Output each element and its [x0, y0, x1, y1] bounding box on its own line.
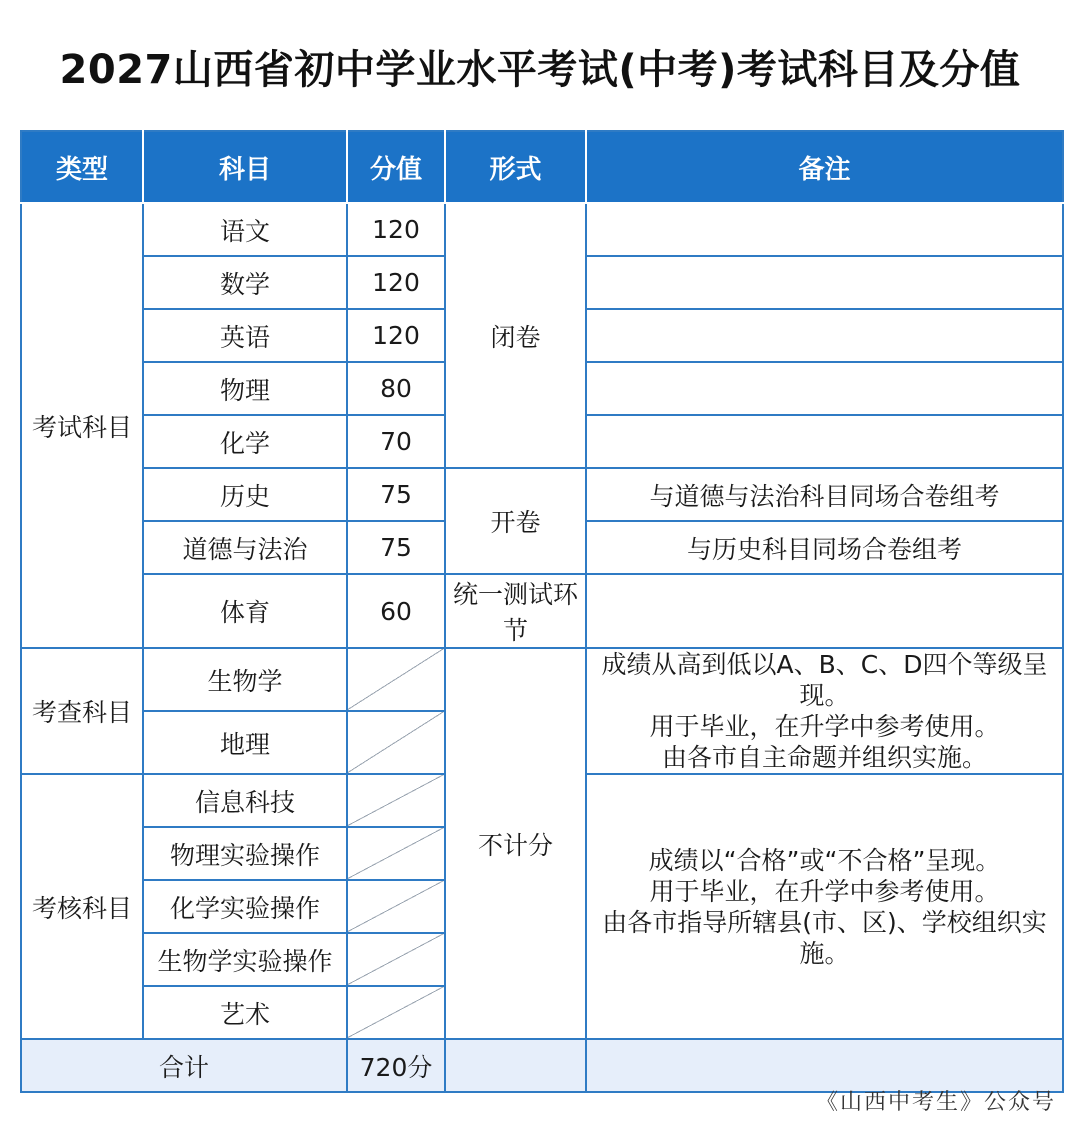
subject-name: 道德与法治 — [143, 521, 347, 574]
subject-name: 艺术 — [143, 986, 347, 1039]
subject-score: 80 — [347, 362, 445, 415]
format-not-counted: 不计分 — [445, 648, 586, 1039]
table-row — [21, 574, 1063, 648]
remark-line: 成绩以“合格”或“不合格”呈现。 — [648, 845, 1001, 875]
subject-score: 120 — [347, 309, 445, 362]
remark-cell — [586, 203, 1063, 256]
subject-name: 化学 — [143, 415, 347, 468]
table-row — [21, 468, 1063, 521]
remark-line: 由各市指导所辖县(市、区)、学校组织实施。 — [602, 907, 1047, 968]
subject-name: 数学 — [143, 256, 347, 309]
header-type: 类型 — [21, 131, 143, 203]
score-empty-slash — [347, 827, 445, 880]
remark-ethics: 与历史科目同场合卷组考 — [586, 521, 1063, 574]
category-inspect: 考查科目 — [21, 648, 143, 774]
format-closed: 闭卷 — [445, 203, 586, 468]
subject-score: 75 — [347, 521, 445, 574]
subject-name: 生物学 — [143, 648, 347, 711]
subject-score: 60 — [347, 574, 445, 648]
total-score: 720分 — [347, 1039, 445, 1092]
score-empty-slash — [347, 933, 445, 986]
remark-line: 用于毕业，在升学中参考使用。 — [649, 876, 1000, 906]
remark-cell — [586, 574, 1063, 648]
remark-inspect — [586, 648, 1063, 774]
subject-name: 历史 — [143, 468, 347, 521]
score-empty-slash — [347, 774, 445, 827]
subject-name: 信息科技 — [143, 774, 347, 827]
page-title: 2027山西省初中学业水平考试(中考)考试科目及分值 — [59, 47, 1021, 93]
remark-line: 由各市自主命题并组织实施。 — [661, 743, 987, 772]
subject-score: 120 — [347, 256, 445, 309]
footer-source: 《山西中考生》公众号 — [815, 1090, 1056, 1115]
remark-cell — [586, 309, 1063, 362]
header-subject: 科目 — [143, 131, 347, 203]
subjects-table — [20, 130, 1064, 1093]
total-label: 合计 — [21, 1039, 347, 1092]
subject-name: 地理 — [143, 711, 347, 774]
score-empty-slash — [347, 986, 445, 1039]
category-exam: 考试科目 — [21, 203, 143, 648]
remark-cell — [586, 256, 1063, 309]
subject-name: 物理 — [143, 362, 347, 415]
category-assess: 考核科目 — [21, 774, 143, 1039]
subject-name: 语文 — [143, 203, 347, 256]
subject-score: 70 — [347, 415, 445, 468]
table-row — [21, 648, 1063, 711]
header-remark: 备注 — [586, 131, 1063, 203]
remark-cell — [586, 362, 1063, 415]
header-format: 形式 — [445, 131, 586, 203]
subject-score: 120 — [347, 203, 445, 256]
remark-cell — [586, 415, 1063, 468]
table-header-row — [21, 131, 1063, 203]
total-format-empty — [445, 1039, 586, 1092]
subject-name: 体育 — [143, 574, 347, 648]
subject-name: 生物学实验操作 — [143, 933, 347, 986]
remark-line: 用于毕业，在升学中参考使用。 — [649, 712, 1000, 741]
header-score: 分值 — [347, 131, 445, 203]
score-empty-slash — [347, 880, 445, 933]
subject-name: 化学实验操作 — [143, 880, 347, 933]
subject-name: 英语 — [143, 309, 347, 362]
format-open: 开卷 — [445, 468, 586, 574]
format-unified: 统一测试环节 — [445, 574, 586, 648]
remark-history: 与道德与法治科目同场合卷组考 — [586, 468, 1063, 521]
subject-score: 75 — [347, 468, 445, 521]
remark-assess — [586, 774, 1063, 1039]
score-empty-slash — [347, 648, 445, 711]
score-empty-slash — [347, 711, 445, 774]
subject-name: 物理实验操作 — [143, 827, 347, 880]
remark-line: 成绩从高到低以A、B、C、D四个等级呈现。 — [601, 650, 1048, 710]
table-row — [21, 203, 1063, 256]
